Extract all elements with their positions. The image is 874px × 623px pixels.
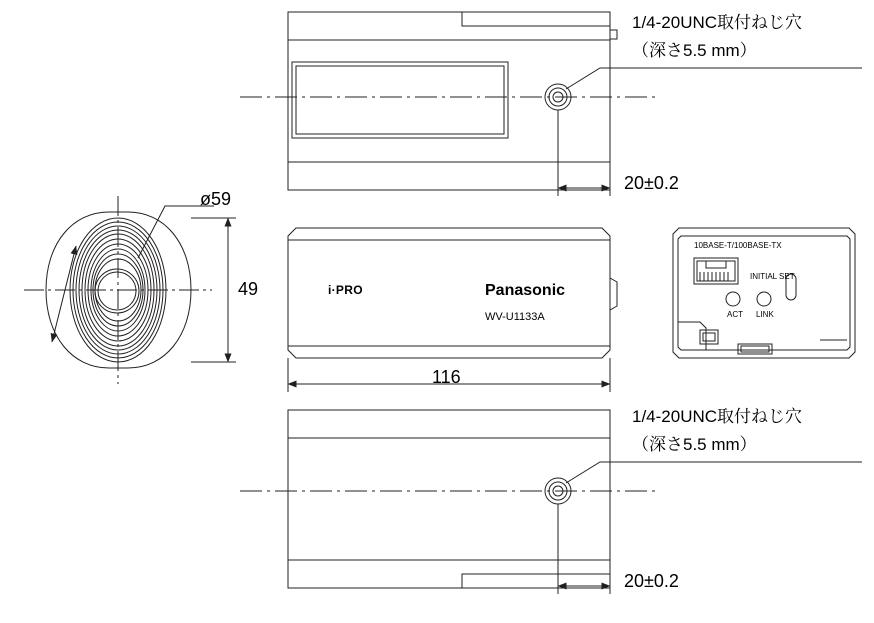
diameter-leader [138, 206, 214, 258]
front-view-centerlines [24, 196, 212, 384]
initial-set-label: INITIAL SET [750, 272, 795, 281]
rear-view-lower-details [678, 322, 847, 354]
bottom-screw-annotation-line1: 1/4-20UNC取付ねじ穴 [632, 407, 803, 426]
diameter-dimension-label: ø59 [200, 189, 232, 209]
model-number-label: WV-U1133A [485, 311, 545, 323]
top-offset-dimension-label: 20±0.2 [624, 173, 679, 193]
ipro-logo-label: i·PRO [328, 283, 363, 297]
act-led-label: ACT [727, 310, 743, 319]
bottom-offset-dimension [558, 504, 610, 594]
rear-view-led-indicators [726, 292, 771, 306]
top-view-outline [288, 12, 617, 190]
top-screw-annotation-line2: （深さ5.5 mm） [632, 41, 757, 60]
top-offset-dimension [558, 110, 610, 196]
bottom-offset-dimension-label: 20±0.2 [624, 571, 679, 591]
link-led-label: LINK [756, 310, 774, 319]
network-port-label: 10BASE-T/100BASE-TX [694, 241, 782, 250]
panasonic-brand-label: Panasonic [485, 282, 566, 299]
height-dimension-label: 49 [238, 279, 259, 299]
bottom-screw-annotation-line2: （深さ5.5 mm） [632, 435, 757, 454]
diameter-arrows [52, 246, 76, 342]
rear-view-ethernet-port [694, 258, 738, 284]
length-dimension-label: 116 [432, 367, 461, 387]
top-screw-annotation-line1: 1/4-20UNC取付ねじ穴 [632, 13, 803, 32]
